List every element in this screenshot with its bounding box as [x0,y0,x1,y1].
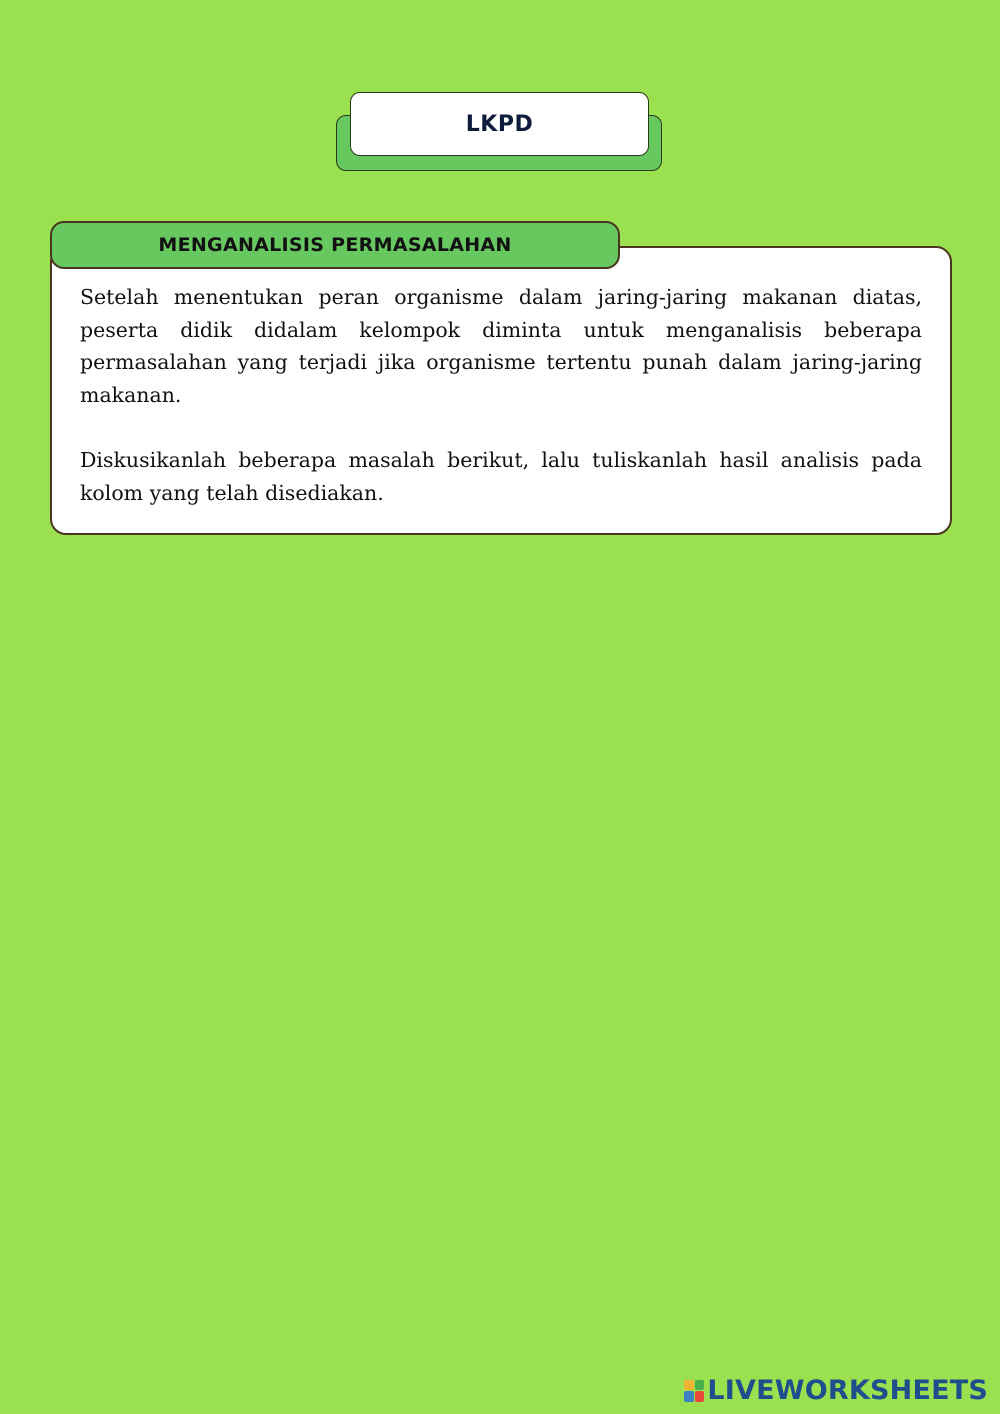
instruction-paragraph-2: Diskusikanlah beberapa masalah berikut, lalu tuliskanlah hasil analisis pada kolom yang telah disediakan. [80,447,922,505]
logo-square-i [695,1380,705,1391]
brand-name: LIVEWORKSHEETS [707,1375,988,1406]
logo-square-v [684,1391,694,1402]
logo-square-l [684,1380,694,1391]
page-title: LKPD [465,111,534,137]
liveworksheets-logo-icon [684,1380,704,1402]
title-banner [350,92,649,156]
section-heading: MENGANALISIS PERMASALAHAN [158,234,512,256]
logo-square-e [695,1391,705,1402]
instruction-text [80,281,922,509]
instruction-paragraph-1: Setelah menentukan peran organisme dalam jaring-jaring makanan diatas, peserta didik didalam kelompok diminta untuk menganalisis beberapa permasalahan yang terjadi jika organisme tertentu punah dalam jaring-jaring makanan. [80,285,922,407]
liveworksheets-branding[interactable] [684,1375,988,1406]
section-header-tab [50,221,620,269]
